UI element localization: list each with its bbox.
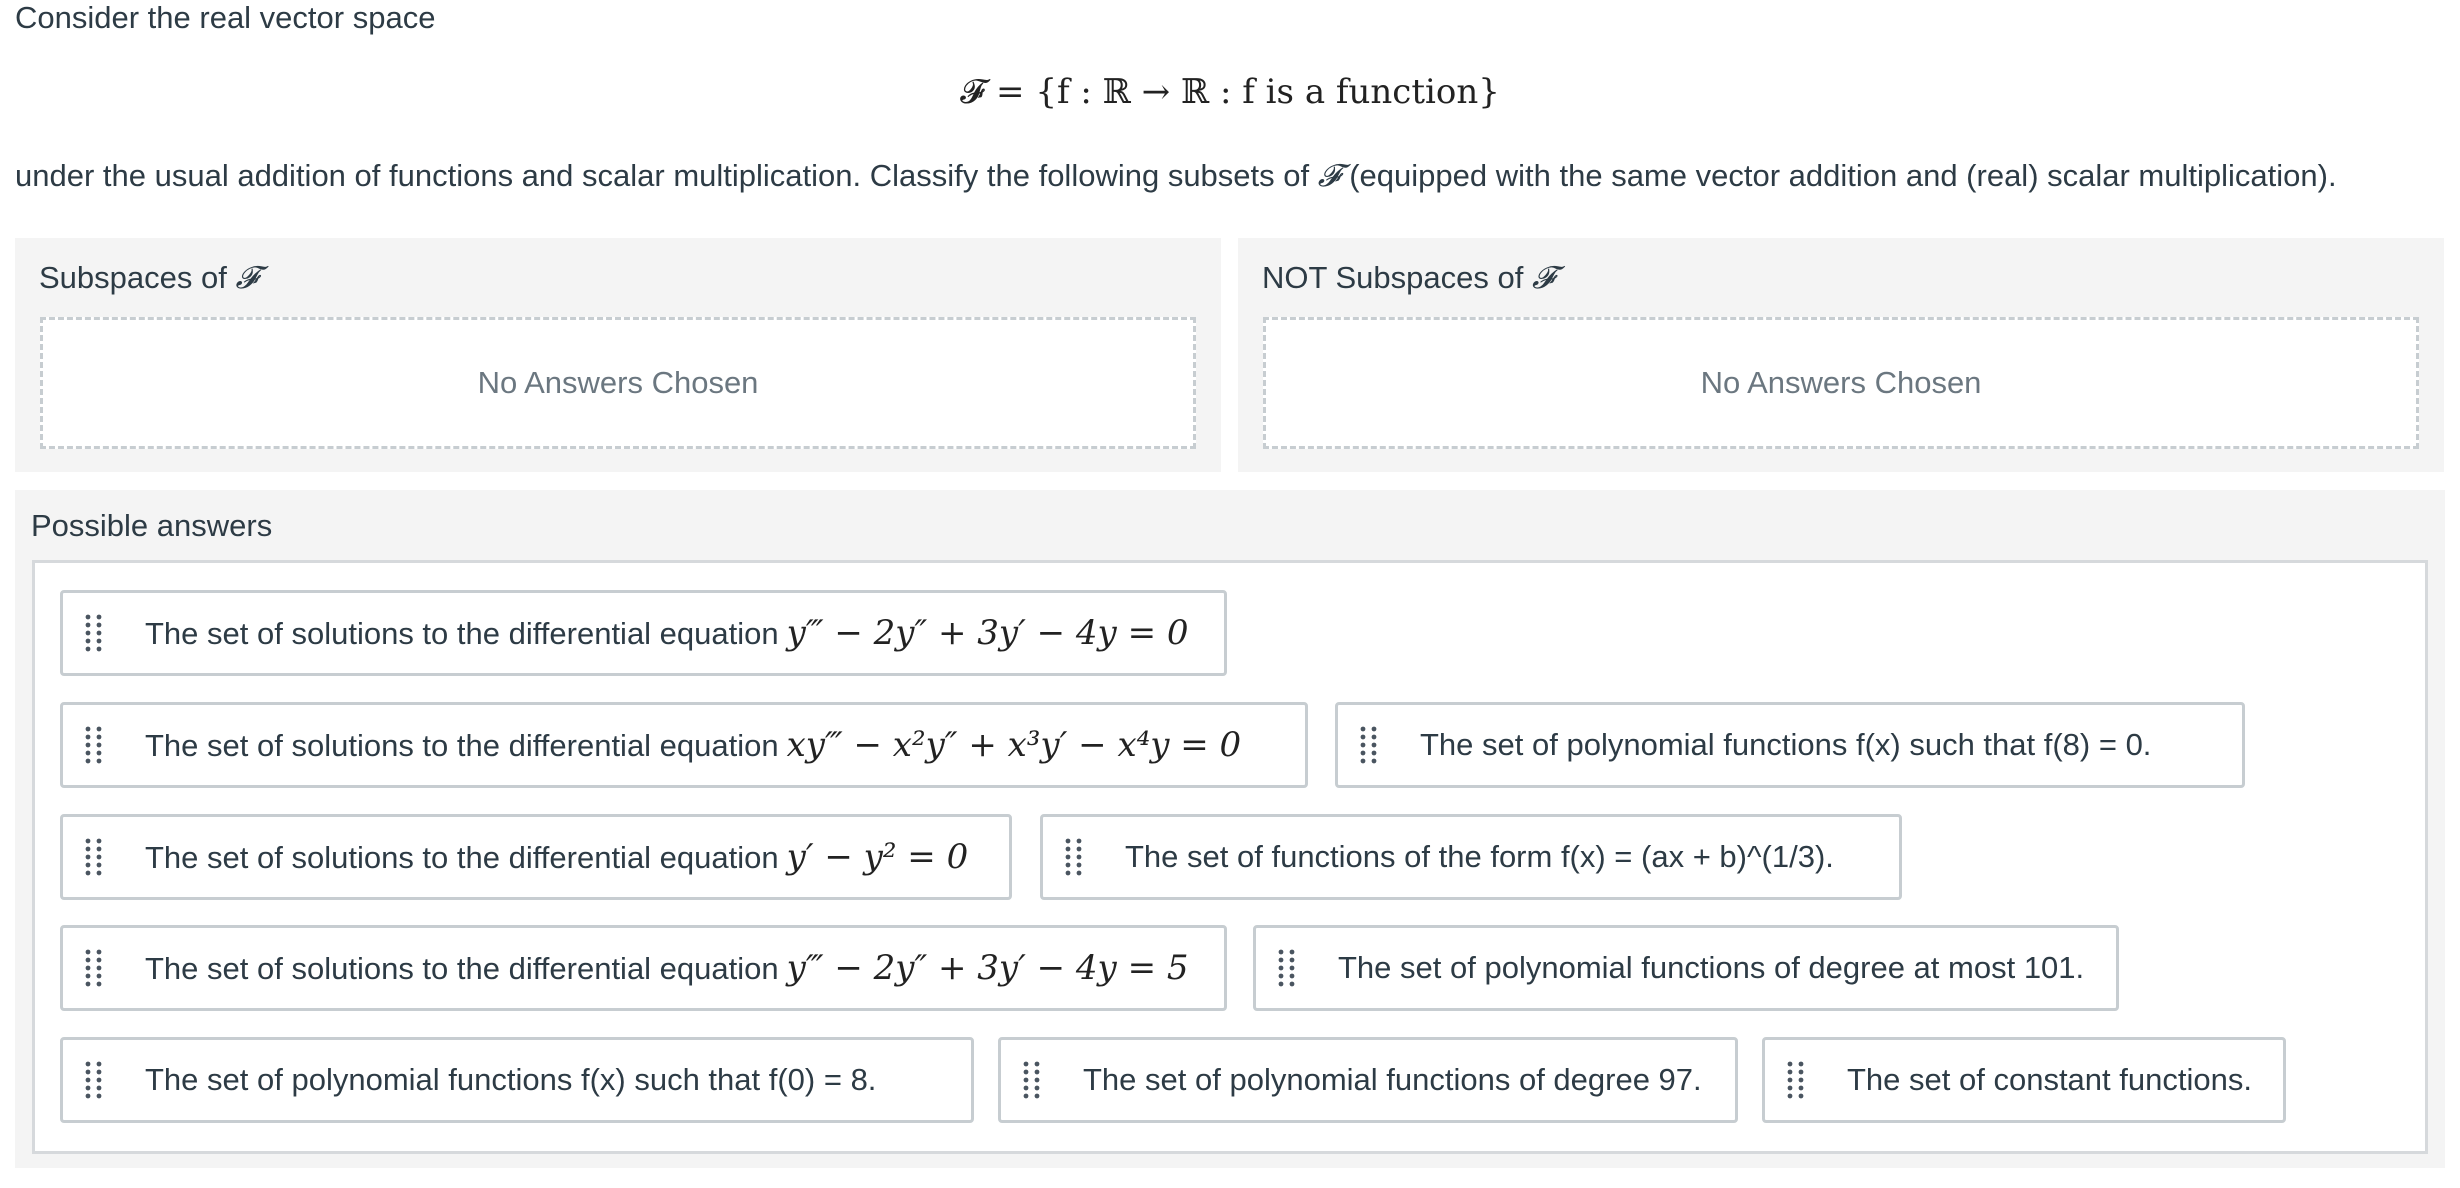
grip-dots-icon[interactable] xyxy=(83,837,105,877)
answer-equation: y‴ − 2y″ + 3y′ − 4y = 5 xyxy=(786,948,1189,988)
answer-text: The set of polynomial functions of degree at most 101. xyxy=(1338,950,2085,985)
question-paragraph xyxy=(15,156,2337,196)
grip-dots-icon[interactable] xyxy=(1358,725,1380,765)
possible-answers-title: Possible answers xyxy=(31,508,273,543)
answer-text: The set of constant functions. xyxy=(1847,1062,2252,1097)
answer-equation: y‴ − 2y″ + 3y′ − 4y = 0 xyxy=(786,613,1189,653)
paragraph-text-after: (equipped with the same vector addition and (real) scalar multiplication). xyxy=(1340,158,2337,193)
bucket-subspaces xyxy=(15,238,1221,472)
bucket-not-subspaces xyxy=(1238,238,2444,472)
drop-zone-subspaces[interactable]: No Answers Chosen xyxy=(40,317,1196,449)
answer-card-4[interactable] xyxy=(60,814,1012,900)
grip-dots-icon[interactable] xyxy=(83,725,105,765)
question-intro: Consider the real vector space xyxy=(15,0,436,35)
answer-text: The set of polynomial functions f(x) such that f(0) = 8. xyxy=(145,1062,877,1097)
display-equation: 𝓕 = {f : ℝ → ℝ : f is a function} xyxy=(960,72,1500,112)
paragraph-text-before: under the usual addition of functions and scalar multiplication. Classify the following subsets of xyxy=(15,158,1318,193)
grip-dots-icon[interactable] xyxy=(1021,1060,1043,1100)
answer-text: The set of solutions to the differential equation xyxy=(145,840,779,875)
grip-dots-icon[interactable] xyxy=(83,613,105,653)
answer-equation: y′ − y² = 0 xyxy=(786,837,969,877)
answer-text: The set of solutions to the differential equation xyxy=(145,728,779,763)
answer-text: The set of polynomial functions of degree 97. xyxy=(1083,1062,1702,1097)
answer-card-7[interactable] xyxy=(1253,925,2119,1011)
grip-dots-icon[interactable] xyxy=(1063,837,1085,877)
grip-dots-icon[interactable] xyxy=(1785,1060,1807,1100)
answer-card-9[interactable] xyxy=(998,1037,1738,1123)
answer-text: The set of solutions to the differential equation xyxy=(145,616,779,651)
answer-card-8[interactable] xyxy=(60,1037,974,1123)
answer-text: The set of polynomial functions f(x) such that f(8) = 0. xyxy=(1420,727,2152,762)
answer-equation: xy‴ − x²y″ + x³y′ − x⁴y = 0 xyxy=(786,725,1242,765)
answer-text: The set of solutions to the differential equation xyxy=(145,951,779,986)
answer-card-6[interactable] xyxy=(60,925,1227,1011)
answer-card-10[interactable] xyxy=(1762,1037,2286,1123)
bucket-title: NOT Subspaces of 𝓕 xyxy=(1262,260,1555,296)
grip-dots-icon[interactable] xyxy=(83,1060,105,1100)
bucket-title: Subspaces of 𝓕 xyxy=(39,260,259,296)
answer-card-1[interactable] xyxy=(60,590,1227,676)
answer-text: The set of functions of the form f(x) = (ax + b)^(1/3). xyxy=(1125,839,1834,874)
paragraph-symbol: 𝓕 xyxy=(1317,158,1341,194)
grip-dots-icon[interactable] xyxy=(83,948,105,988)
answer-card-3[interactable] xyxy=(1335,702,2245,788)
answer-card-5[interactable] xyxy=(1040,814,1902,900)
drop-zone-not-subspaces[interactable]: No Answers Chosen xyxy=(1263,317,2419,449)
answer-card-2[interactable] xyxy=(60,702,1308,788)
grip-dots-icon[interactable] xyxy=(1276,948,1298,988)
